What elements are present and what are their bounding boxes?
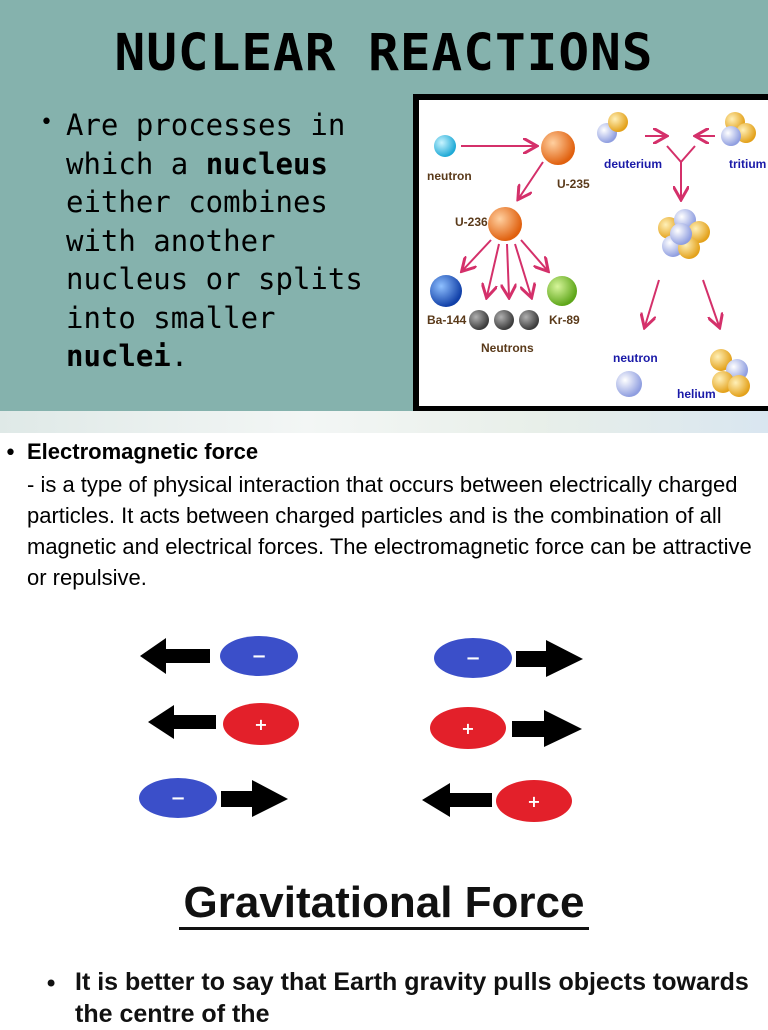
slide-body: [66, 106, 411, 376]
separator-strip: [0, 411, 768, 433]
body-bold-nucleus: nucleus: [205, 146, 328, 181]
kr89-nucleus: [547, 276, 577, 306]
arrow-left-icon: [148, 705, 216, 739]
neutron-particle: [434, 135, 456, 157]
body-text-1: Are processes in which a: [66, 108, 346, 181]
nuclear-diagram: [413, 94, 768, 412]
arrow-right-icon: [221, 780, 288, 817]
minus-sign: −: [170, 788, 186, 809]
u236-nucleus: [488, 207, 522, 241]
arrow-right-icon: [516, 640, 583, 677]
arrow-left-icon: [422, 783, 492, 817]
ba144-nucleus: [430, 275, 462, 307]
gravitational-body: It is better to say that Earth gravity pulls objects towards the centre of the: [75, 968, 749, 1028]
body-text-3: .: [170, 339, 189, 373]
u235-label: U-235: [557, 177, 590, 191]
kr89-label: Kr-89: [549, 313, 580, 327]
neutron-ball-2: [494, 310, 514, 330]
bullet-icon: •: [4, 441, 17, 466]
tritium-label: tritium: [729, 157, 767, 171]
charges-diagram: [130, 625, 610, 835]
helium-label: helium: [677, 387, 716, 401]
neutrons-label: Neutrons: [481, 341, 534, 355]
neutron-label: neutron: [427, 169, 472, 183]
slide-title: NUCLEAR REACTIONS: [114, 24, 654, 83]
bullet-icon: •: [40, 110, 53, 135]
neutron-ball-1: [469, 310, 489, 330]
arrow-left-icon: [140, 638, 210, 674]
minus-sign: −: [465, 648, 481, 669]
u236-label: U-236: [455, 215, 488, 229]
arrow-right-icon: [512, 710, 582, 747]
gravitational-title: [0, 878, 768, 930]
neutron-ball-3: [519, 310, 539, 330]
plus-sign: +: [461, 719, 475, 738]
plus-sign: +: [527, 792, 541, 811]
nuclear-reactions-slide: [0, 0, 768, 411]
em-description: - is a type of physical interaction that occurs between electrically charged particles. It acts between charged particles and is the combination of all magnetic and electrical forces. The electromagnetic force can be attractive or repulsive.: [27, 472, 752, 590]
deuterium-label: deuterium: [604, 157, 663, 171]
body-bold-nuclei: nuclei: [66, 339, 171, 373]
gravitational-title-text: Gravitational Force: [179, 879, 588, 930]
bullet-icon: •: [44, 970, 59, 998]
body-text-2: either combines with another nucleus or splits into smaller: [66, 185, 363, 335]
plus-sign: +: [254, 715, 268, 734]
neutron2-label: neutron: [613, 351, 658, 365]
em-heading: Electromagnetic force: [27, 439, 259, 464]
ba144-label: Ba-144: [427, 313, 467, 327]
u235-nucleus: [541, 131, 575, 165]
nuclear-diagram-svg: [419, 100, 768, 406]
minus-sign: −: [251, 646, 267, 667]
